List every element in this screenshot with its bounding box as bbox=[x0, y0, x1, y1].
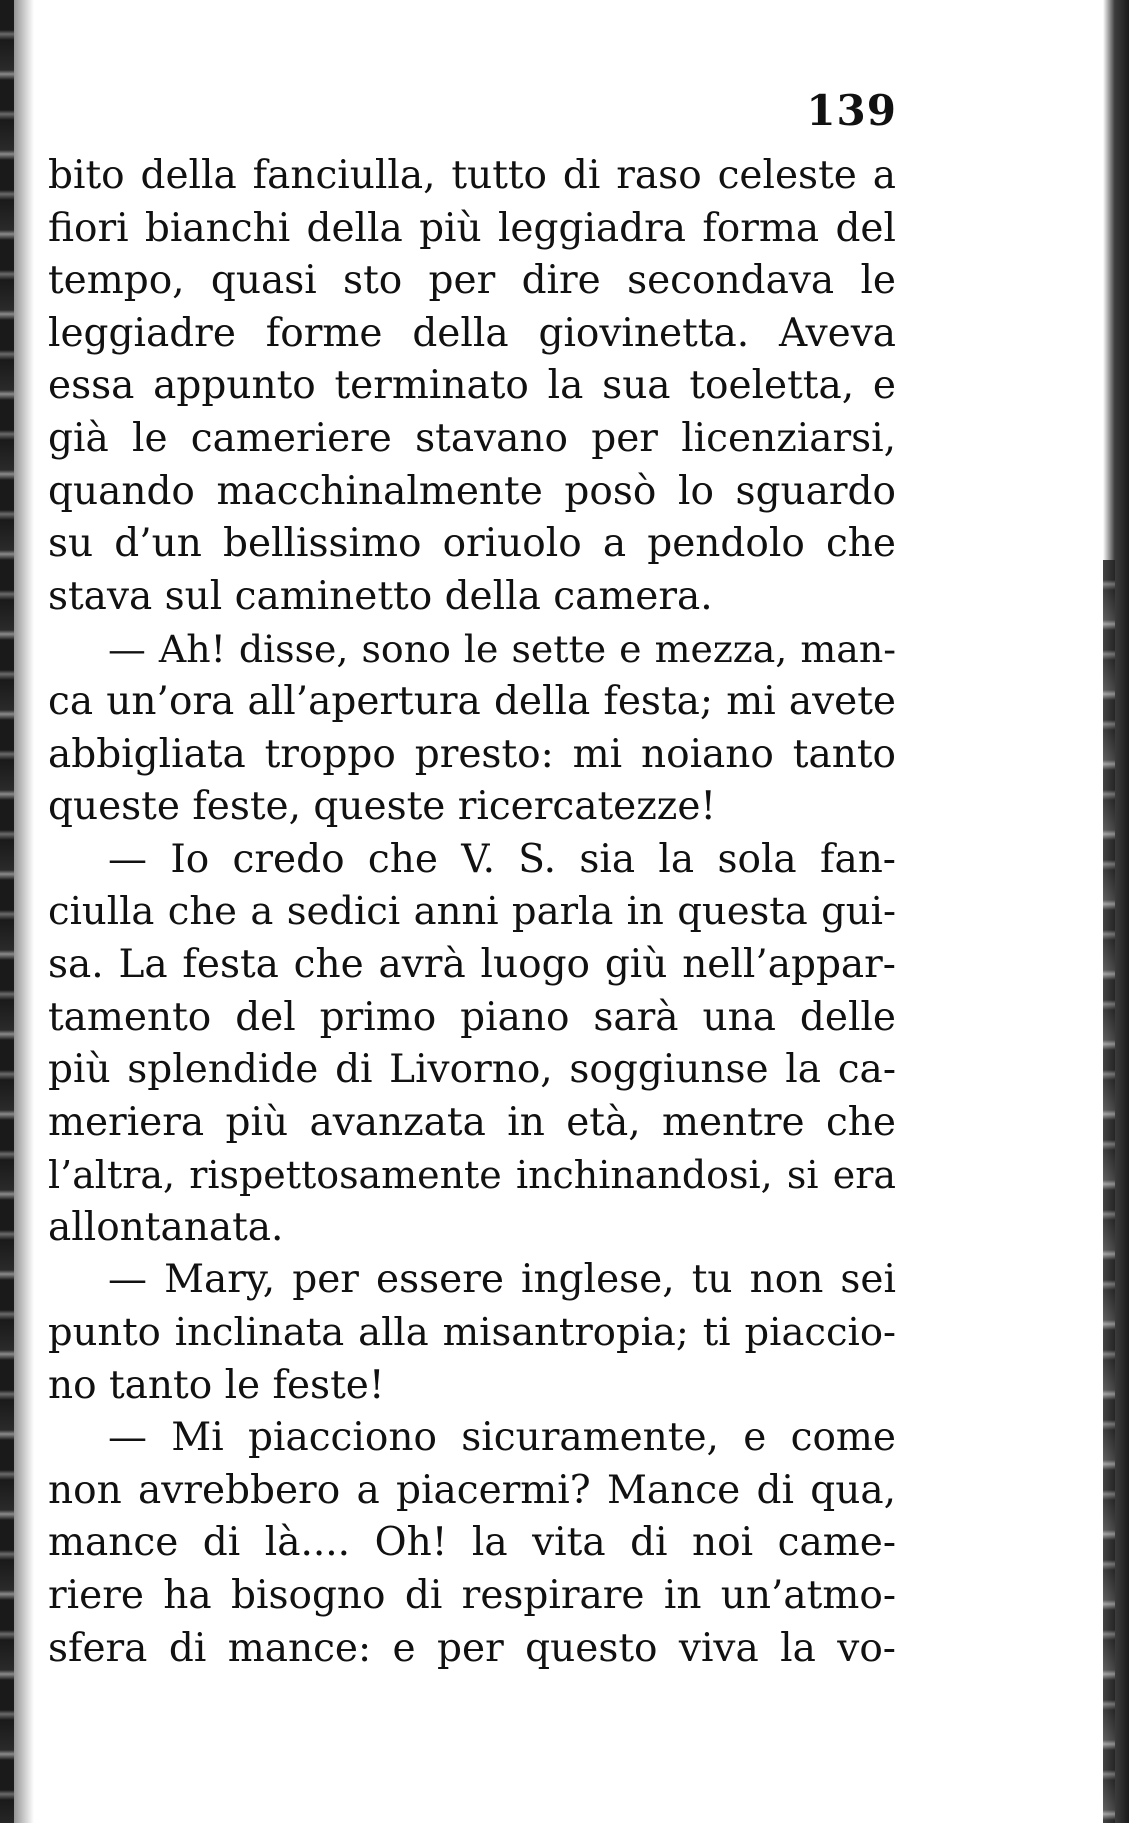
text-line: sfera di mance: e per questo viva la vo- bbox=[48, 1625, 896, 1671]
text-line: ca un’ora all’apertura della festa; mi avete bbox=[48, 678, 896, 724]
text-line: essa appunto terminato la sua toeletta, e bbox=[48, 363, 896, 409]
left-edge-fade bbox=[14, 0, 34, 1823]
text-line: — Mary, per essere inglese, tu non sei bbox=[108, 1257, 896, 1303]
text-line: no tanto le feste! bbox=[48, 1362, 385, 1408]
text-line: su d’un bellissimo oriuolo a pendolo che bbox=[48, 521, 896, 567]
text-line: — Mi piacciono sicuramente, e come bbox=[108, 1415, 896, 1461]
text-line: stava sul caminetto della camera. bbox=[48, 573, 713, 619]
text-line: l’altra, rispettosamente inchinandosi, si era bbox=[48, 1153, 896, 1198]
text-line: meriera più avanzata in età, mentre che bbox=[48, 1099, 896, 1145]
text-line: — Io credo che V. S. sia la sola fan- bbox=[108, 836, 896, 882]
text-line: ciulla che a sedici anni parla in questa gui- bbox=[48, 889, 896, 935]
text-line: già le cameriere stavano per licenziarsi, bbox=[48, 415, 896, 461]
left-binding-shadow bbox=[0, 0, 14, 1823]
right-binding-shadow bbox=[1103, 560, 1115, 1823]
text-line: più splendide di Livorno, soggiunse la ca- bbox=[48, 1047, 896, 1093]
text-line: leggiadre forme della giovinetta. Aveva bbox=[48, 310, 896, 356]
text-line: bito della fanciulla, tutto di raso celeste a bbox=[48, 153, 896, 198]
text-line: quando macchinalmente posò lo sguardo bbox=[48, 468, 896, 514]
text-line: punto inclinata alla misantropia; ti piaccio- bbox=[48, 1310, 896, 1356]
text-line: fiori bianchi della più leggiadra forma del bbox=[48, 205, 896, 251]
text-line: allontanata. bbox=[48, 1204, 284, 1250]
text-line: tempo, quasi sto per dire secondava le bbox=[48, 258, 896, 304]
text-line: tamento del primo piano sarà una delle bbox=[48, 994, 896, 1040]
text-line: mance di là.... Oh! la vita di noi came- bbox=[48, 1520, 896, 1566]
page-number: 139 bbox=[806, 86, 897, 135]
text-line: — Ah! disse, sono le sette e mezza, man- bbox=[108, 627, 896, 672]
body-text bbox=[48, 150, 896, 1675]
text-line: sa. La festa che avrà luogo giù nell’appar- bbox=[48, 941, 896, 987]
text-line: abbigliata troppo presto: mi noiano tanto bbox=[48, 731, 896, 777]
text-line: riere ha bisogno di respirare in un’atmo- bbox=[48, 1573, 896, 1619]
text-line: non avrebbero a piacermi? Mance di qua, bbox=[48, 1467, 896, 1513]
text-line: queste feste, queste ricercatezze! bbox=[48, 784, 717, 830]
